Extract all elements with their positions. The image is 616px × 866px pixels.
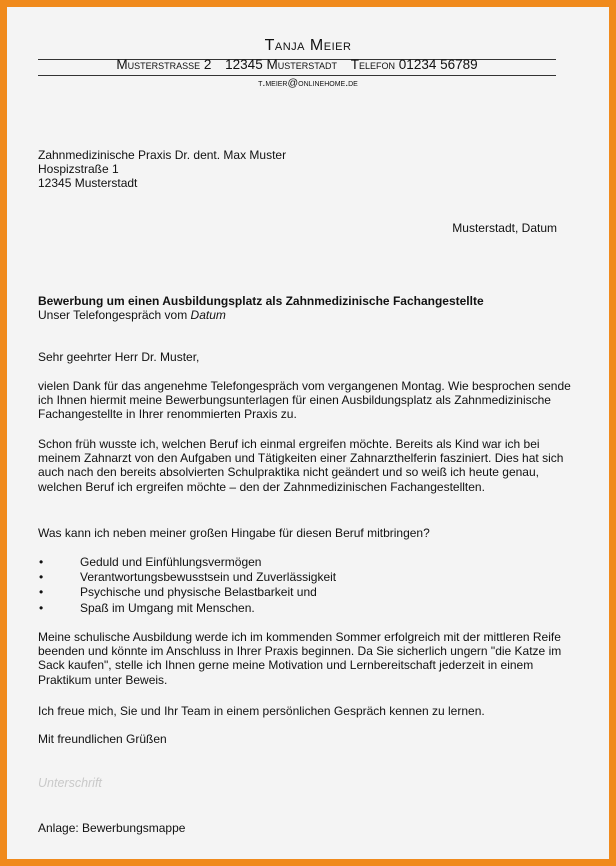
sender-address-line — [38, 57, 556, 72]
enclosure: Anlage: Bewerbungsmappe — [38, 821, 186, 835]
salutation: Sehr geehrter Herr Dr. Muster, — [38, 350, 200, 364]
recipient-line: 12345 Musterstadt — [38, 176, 138, 191]
list-item: • Verantwortungsbewusstsein und Zuverlässigkeit — [39, 570, 337, 585]
list-item: • Spaß im Umgang mit Menschen. — [39, 600, 255, 615]
subject-reference-date: Datum — [190, 308, 226, 323]
sender-name: Tanja Meier — [264, 37, 352, 54]
subject-reference — [38, 308, 578, 322]
header-bottom-rule — [38, 75, 556, 76]
sender-city: 12345 Musterstadt — [225, 57, 338, 72]
sender-phone: Telefon 01234 56789 — [350, 57, 478, 72]
sender-email: t.meier@onlinehome.de — [258, 77, 358, 89]
subject-reference-prefix: Unser Telefongespräch vom — [38, 308, 191, 323]
recipient-address — [38, 148, 578, 191]
sender-street: Musterstrasse 2 — [116, 57, 212, 72]
bullet-marker: • — [39, 570, 44, 585]
bullet-marker: • — [39, 600, 44, 615]
recipient-line: Hospizstraße 1 — [38, 162, 119, 177]
subject-title: Bewerbung um einen Ausbildungsplatz als Zahnmedizinische Fachangestellte — [38, 294, 484, 308]
paragraph-3: Was kann ich neben meiner großen Hingabe für diesen Beruf mitbringen? — [38, 526, 430, 540]
recipient-line: Zahnmedizinische Praxis Dr. dent. Max Muster — [38, 148, 287, 162]
signature: Unterschrift — [38, 776, 102, 790]
paragraph-4: Meine schulische Ausbildung werde ich im kommenden Sommer erfolgreich mit der mittleren Reife beenden und könnte im Anschluss in Ihrer Praxis beginnen. Da Sie sicherlich ungern "die Katze im Sack kaufen", stelle ich Ihnen gerne meine Motivation und Lernbereitschaft jederzeit in einem Praktikum unter Beweis. — [38, 630, 562, 687]
paragraph-5: Ich freue mich, Sie und Ihr Team in einem persönlichen Gespräch kennen zu lernen. — [38, 704, 485, 718]
list-item: • Psychische und physische Belastbarkeit und — [39, 585, 317, 600]
list-item: • Geduld und Einfühlungsvermögen — [39, 555, 262, 569]
letter-page — [7, 7, 609, 859]
closing: Mit freundlichen Grüßen — [38, 732, 167, 746]
paragraph-1: vielen Dank für das angenehme Telefongespräch vom vergangenen Montag. Wie besprochen sende ich Ihnen hiermit meine Bewerbungsunterlagen für einen Ausbildungsplatz als Zahnmedizinische Fachangestellte in Ihrer renommierten Praxis zu. — [38, 379, 571, 422]
paragraph-2: Schon früh wusste ich, welchen Beruf ich einmal ergreifen möchte. Bereits als Kind war ich bei meinem Zahnarzt von den Aufgaben und Tätigkeiten einer Zahnarzthelferin fasziniert. Dies hat sich auch nach den bereits absolvierten Schulpraktika nicht geändert und so weiß ich heute genau, welchen Beruf ich ergreifen möchte – den der Zahnmedizinischen Fachangestellten. — [38, 437, 564, 494]
letter-date: Musterstadt, Datum — [452, 221, 557, 235]
bullet-marker: • — [39, 555, 44, 569]
qualities-list — [38, 555, 578, 616]
subject-block — [38, 294, 578, 322]
bullet-marker: • — [39, 585, 44, 600]
